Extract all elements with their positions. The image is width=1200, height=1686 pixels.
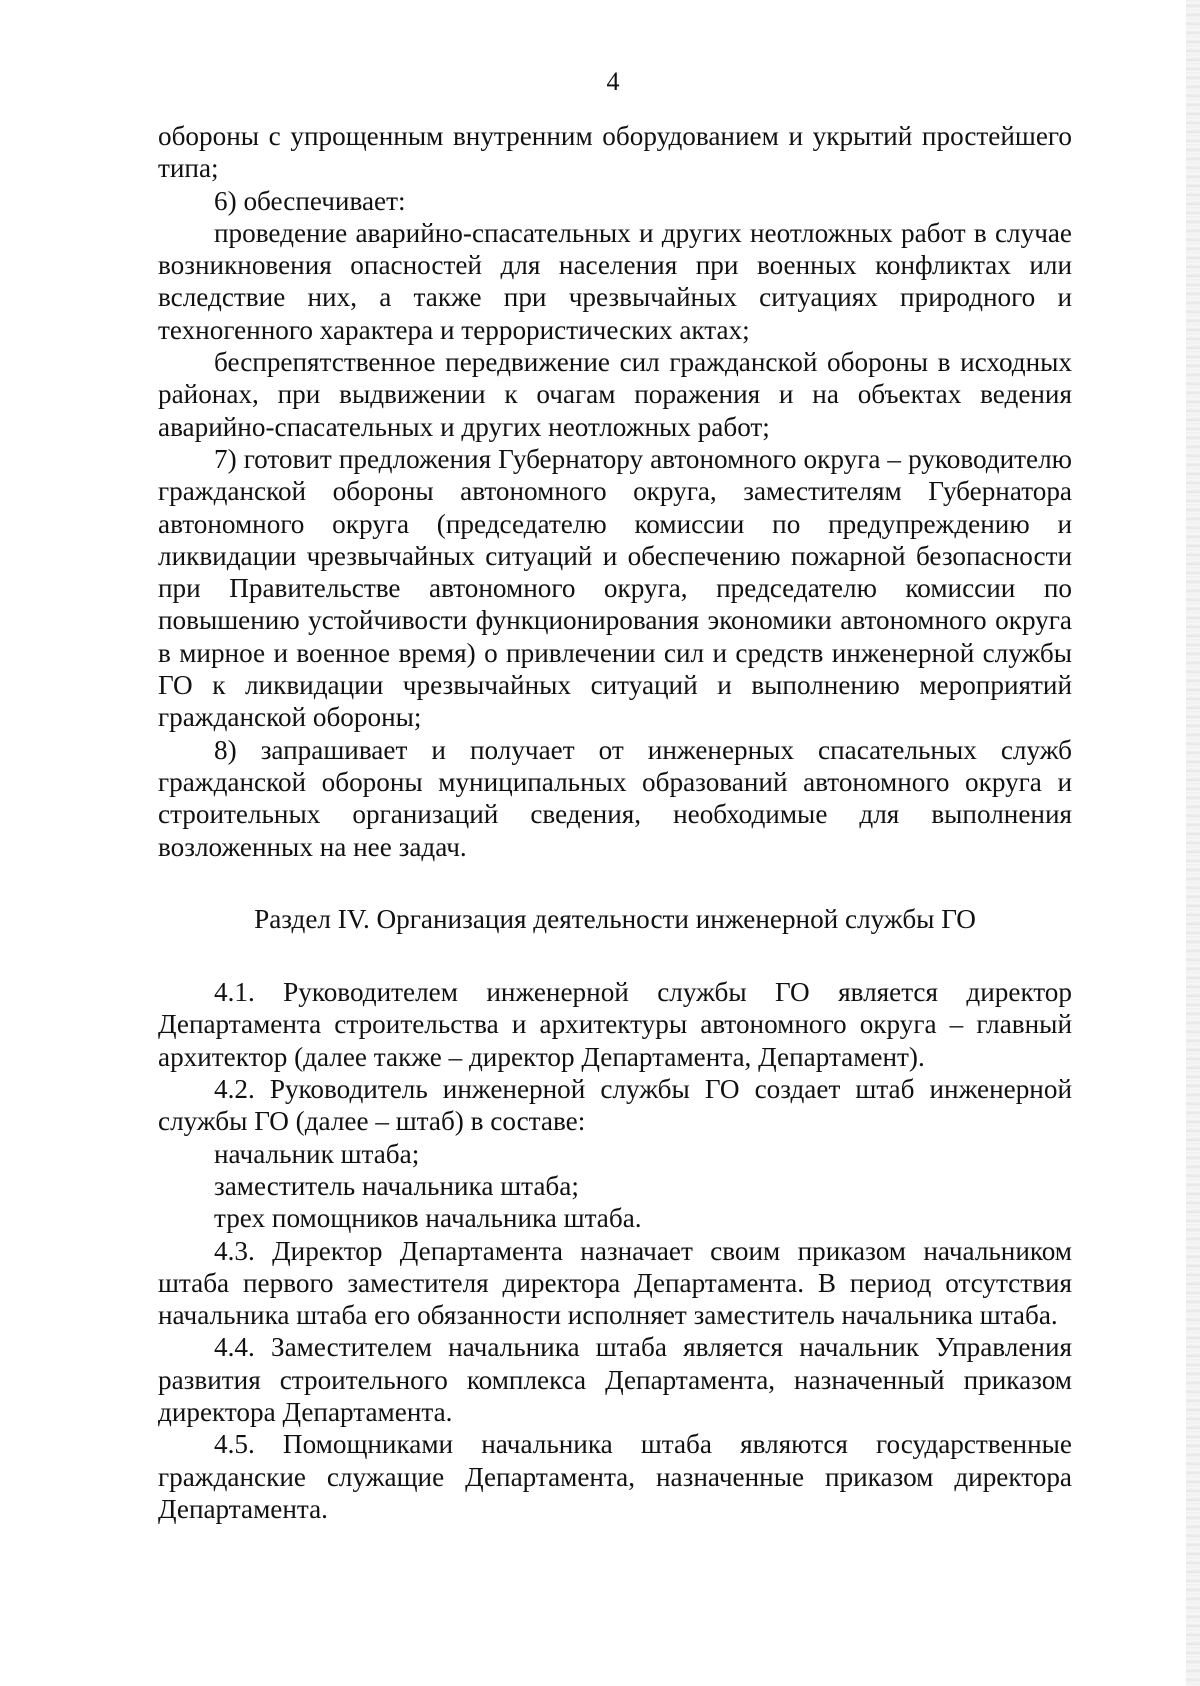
list-item-deputy: заместитель начальника штаба; <box>214 1170 579 1201</box>
paragraph-4-3: 4.3. Директор Департамента назначает своим приказом начальником штаба первого заместителя директора Департамента. В период отсутствия начальника штаба его обязанности исполняет заместитель начальника штаба. <box>158 1235 1072 1331</box>
paragraph-rescue-works: проведение аварийно-спасательных и других неотложных работ в случае возникновения опасностей для населения при военных конфликтах или вследствие них, а также при чрезвычайных ситуациях природного и техногенного характера и террористических актах; <box>158 217 1072 345</box>
page-number: 4 <box>606 67 620 96</box>
paragraph-item-6: 6) обеспечивает: <box>214 185 406 216</box>
paragraph-4-1: 4.1. Руководителем инженерной службы ГО является директор Департамента строительства и архитектуры автономного округа – главный архитектор (далее также – директор Департамента, Департамент). <box>158 977 1072 1072</box>
document-body <box>158 120 1072 1525</box>
paragraph-item-8: 8) запрашивает и получает от инженерных спасательных служб гражданской обороны муниципальных образований автономного округа и строительных организаций сведения, необходимые для выполнения возложенных на нее задач. <box>158 734 1072 862</box>
list-item-chief: начальник штаба; <box>214 1138 420 1169</box>
scan-edge-artifact <box>1186 0 1200 1686</box>
paragraph-item-7: 7) готовит предложения Губернатору автономного округа – руководителю гражданской обороны автономного округа, заместителям Губернатора автономного округа (председателю комиссии по предупреждению и ликвидации чрезвычайных ситуаций и обеспечению пожарной безопасности при Правительстве автономного округа, председателю комиссии по повышению устойчивости функционирования экономики автономного округа в мирное и военное время) о привлечении сил и средств инженерной службы ГО к ликвидации чрезвычайных ситуаций и выполнению мероприятий гражданской обороны; <box>158 443 1072 733</box>
paragraph-4-5: 4.5. Помощниками начальника штаба являются государственные гражданские служащие Департамента, назначенные приказом директора Департамента. <box>158 1429 1072 1524</box>
paragraph-forces-movement: беспрепятственное передвижение сил гражданской обороны в исходных районах, при выдвижении к очагам поражения и на объектах ведения аварийно-спасательных и других неотложных работ; <box>158 347 1072 442</box>
section-heading: Раздел IV. Организация деятельности инженерной службы ГО <box>254 903 976 934</box>
paragraph-4-4: 4.4. Заместителем начальника штаба является начальник Управления развития строительного комплекса Департамента, назначенный приказом директора Департамента. <box>158 1332 1072 1427</box>
list-item-assistants: трех помощников начальника штаба. <box>214 1203 642 1234</box>
paragraph-4-2: 4.2. Руководитель инженерной службы ГО создает штаб инженерной службы ГО (далее – штаб) в составе: <box>158 1074 1072 1137</box>
paragraph-continuation: обороны с упрощенным внутренним оборудованием и укрытий простейшего типа; <box>158 121 1072 184</box>
